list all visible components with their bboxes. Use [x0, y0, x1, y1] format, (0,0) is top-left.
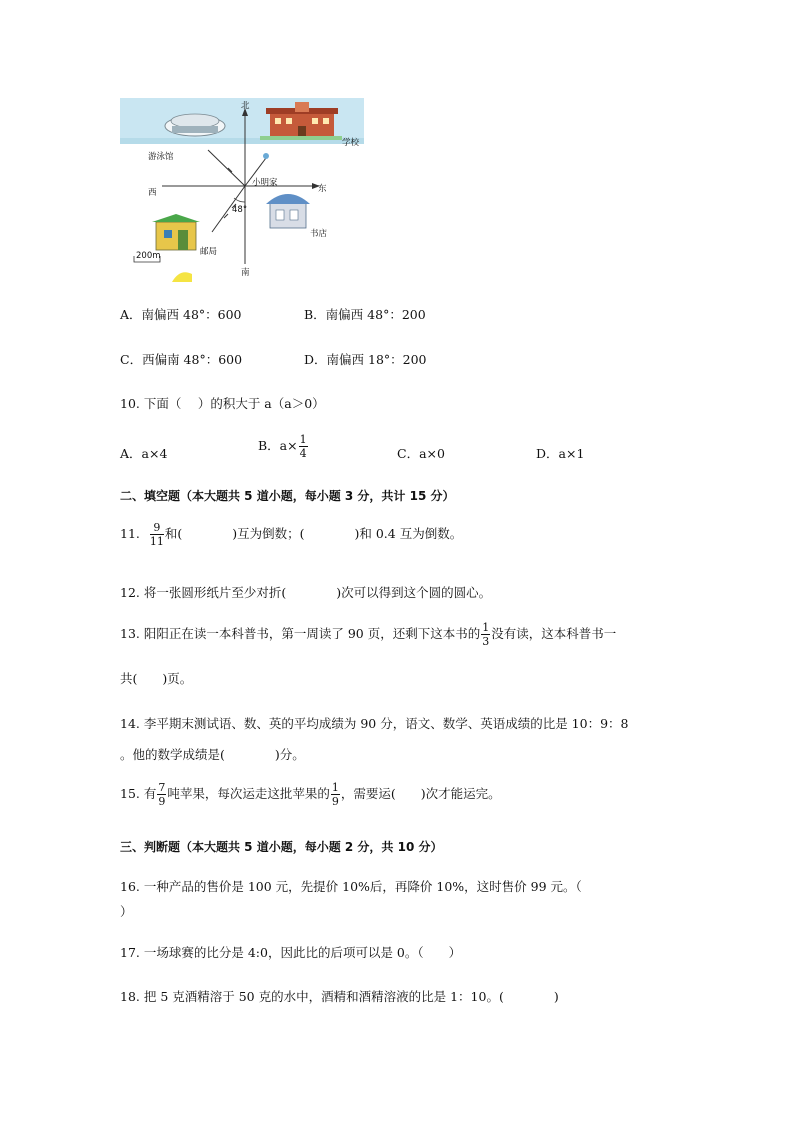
angle-label: 48° — [232, 205, 248, 215]
fraction-numerator: 7 — [158, 781, 166, 794]
q11-text: 和( )互为倒数；( )和 0.4 互为倒数。 — [164, 526, 463, 541]
q10-option-a: A．a×4 — [120, 446, 168, 461]
fraction-denominator: 9 — [158, 795, 166, 808]
north-label: 北 — [241, 101, 250, 111]
fraction-denominator: 9 — [331, 795, 339, 808]
fraction-numerator: 1 — [331, 781, 339, 794]
q15-text-a: 15. 有 — [120, 786, 157, 801]
q9-option-c: C．西偏南 48°：600 — [120, 352, 243, 367]
pool-label: 游泳馆 — [148, 152, 174, 162]
fraction-denominator: 11 — [149, 535, 164, 548]
post-office-icon — [152, 214, 200, 250]
fraction — [150, 522, 164, 547]
q15-text-c: ，需要运( )次才能运完。 — [340, 786, 501, 801]
fraction-numerator: 1 — [482, 621, 490, 634]
q10-stem: 10. 下面（ ）的积大于 a（a＞0） — [120, 396, 325, 411]
fraction — [157, 782, 166, 807]
q16-line-2: ） — [120, 904, 133, 919]
q17: 17. 一场球赛的比分是 4:0，因此比的后项可以是 0。（ ） — [120, 945, 462, 960]
scale-label: 200m — [136, 251, 161, 261]
q13-line-2: 共( )页。 — [120, 671, 193, 686]
q15 — [120, 782, 501, 807]
east-label: 东 — [318, 184, 327, 194]
section-3-title: 三、判断题（本大题共 5 道小题，每小题 2 分，共 10 分） — [120, 840, 443, 854]
q14-line-1: 14. 李平期末测试语、数、英的平均成绩为 90 分，语文、数学、英语成绩的比是 10：9：8 — [120, 716, 629, 731]
q13-text-a: 13. 阳阳正在读一本科普书，第一周读了 90 页，还剩下这本书的 — [120, 626, 481, 641]
q10-option-c: C．a×0 — [397, 446, 445, 461]
q10-option-b — [258, 434, 309, 459]
west-label: 西 — [148, 188, 157, 198]
q13-line-1 — [120, 622, 616, 647]
q18: 18. 把 5 克酒精溶于 50 克的水中，酒精和酒精溶液的比是 1：10。( ) — [120, 989, 559, 1004]
fraction — [331, 782, 340, 807]
fraction-numerator: 1 — [299, 433, 307, 446]
q11 — [120, 522, 462, 547]
fraction — [481, 622, 490, 647]
q10-option-d: D．a×1 — [536, 446, 585, 461]
south-label: 南 — [241, 268, 250, 278]
bookstore-icon — [266, 194, 310, 228]
fraction-denominator: 3 — [482, 635, 490, 648]
direction-map-figure — [120, 98, 364, 282]
q9-option-b: B．南偏西 48°：200 — [304, 307, 426, 322]
post-office-label: 邮局 — [200, 247, 218, 257]
q9-option-a: A．南偏西 48°：600 — [120, 307, 242, 322]
q14-line-2: 。他的数学成绩是( )分。 — [120, 747, 305, 762]
home-label: 小明家 — [252, 178, 278, 188]
pool-building-icon — [165, 114, 225, 136]
q11-number: 11. — [120, 526, 140, 541]
bookstore-label: 书店 — [310, 229, 328, 239]
q9-option-d: D．南偏西 18°：200 — [304, 352, 427, 367]
section-2-title: 二、填空题（本大题共 5 道小题，每小题 3 分，共计 15 分） — [120, 489, 455, 503]
q12: 12. 将一张圆形纸片至少对折( )次可以得到这个圆的圆心。 — [120, 585, 492, 600]
q16-line-1: 16. 一种产品的售价是 100 元，先提价 10%后，再降价 10%，这时售价 99 元。（ — [120, 879, 582, 894]
q10-option-b-prefix: B．a× — [258, 438, 298, 453]
fraction-numerator: 9 — [150, 522, 164, 535]
q15-text-b: 吨苹果，每次运走这批苹果的 — [167, 786, 330, 801]
fraction-denominator: 4 — [299, 447, 307, 460]
school-label: 学校 — [342, 138, 360, 148]
q13-text-b: 没有读，这本科普书一 — [491, 626, 617, 641]
fraction — [299, 434, 308, 459]
